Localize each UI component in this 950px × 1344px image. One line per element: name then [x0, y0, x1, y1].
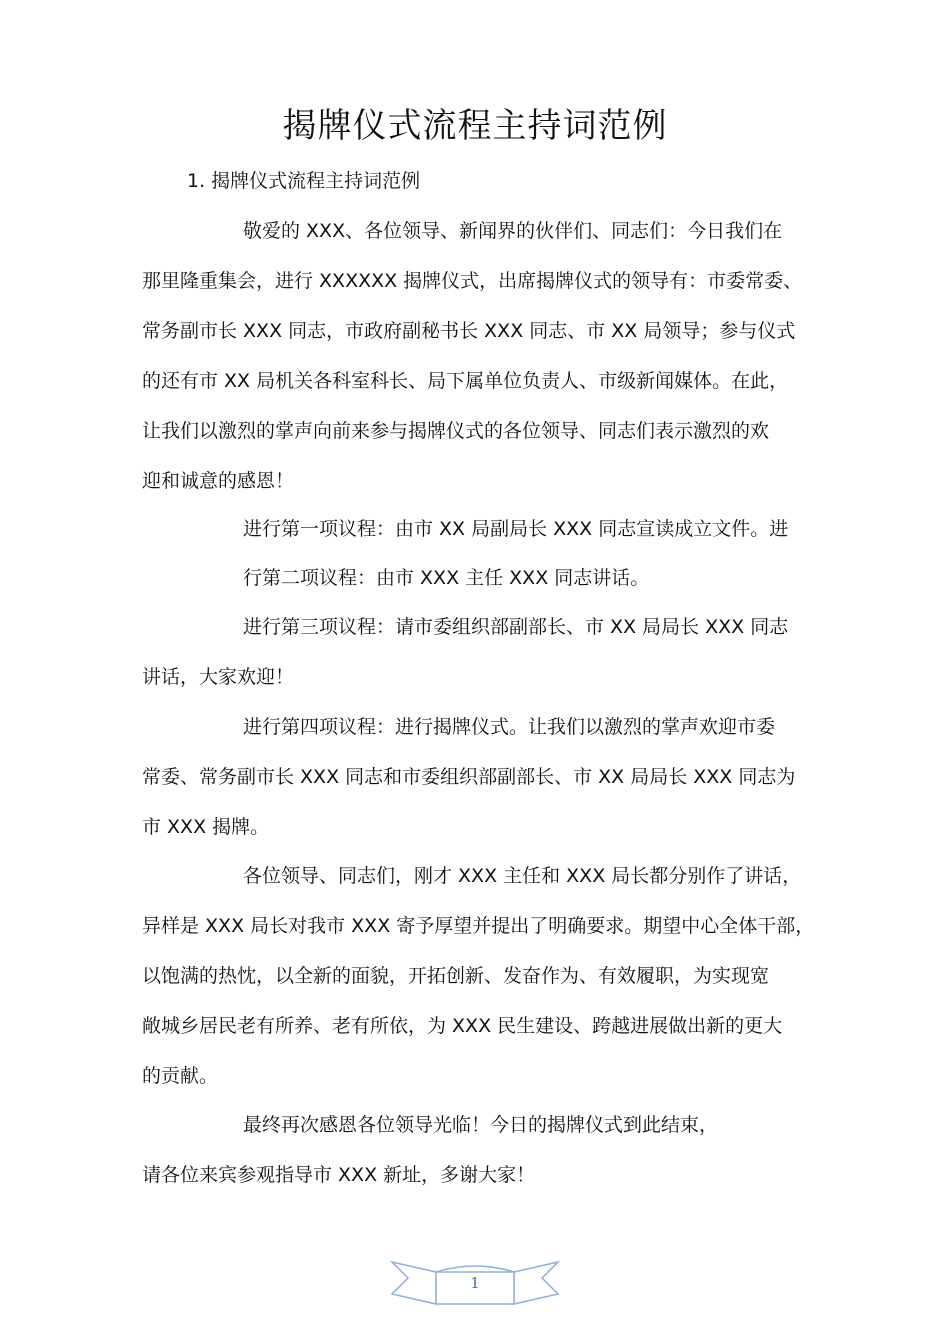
paragraph-line: 的还有市 XX 局机关各科室科长、局下属单位负责人、市级新闻媒体。在此， [142, 370, 789, 392]
paragraph-line: 市 XXX 揭牌。 [142, 816, 270, 838]
paragraph-line: 行第二项议程：由市 XXX 主任 XXX 同志讲话。 [243, 567, 650, 589]
paragraph-line: 敞城乡居民老有所养、老有所依，为 XXX 民生建设、跨越进展做出新的更大 [142, 1015, 783, 1037]
paragraph-line: 常委、常务副市长 XXX 同志和市委组织部副部长、市 XX 局局长 XXX 同志为 [142, 766, 796, 788]
page-number: 1 [470, 1274, 480, 1292]
page-footer [390, 1258, 560, 1308]
paragraph-line: 各位领导、同志们，刚才 XXX 主任和 XXX 局长都分别作了讲话， [243, 865, 802, 887]
paragraph-line: 让我们以激烈的掌声向前来参与揭牌仪式的各位领导、同志们表示激烈的欢 [142, 420, 770, 442]
paragraph-line: 常务副市长 XXX 同志，市政府副秘书长 XXX 同志、市 XX 局领导；参与仪式 [142, 320, 796, 342]
paragraph-line: 的贡献。 [142, 1065, 219, 1087]
paragraph-line: 那里隆重集会，进行 XXXXXX 揭牌仪式，出席揭牌仪式的领导有：市委常委、 [142, 270, 803, 292]
paragraph-line: 最终再次感恩各位领导光临！今日的揭牌仪式到此结束， [243, 1114, 719, 1136]
paragraph-line: 以饱满的热忱，以全新的面貌，开拓创新、发奋作为、有效履职，为实现宽 [142, 965, 770, 987]
paragraph-line: 请各位来宾参观指导市 XXX 新址，多谢大家！ [142, 1164, 536, 1186]
paragraph-line: 敬爱的 XXX、各位领导、新闻界的伙伴们、同志们：今日我们在 [243, 220, 783, 242]
paragraph-line: 进行第四项议程：进行揭牌仪式。让我们以激烈的掌声欢迎市委 [243, 716, 776, 738]
paragraph-line: 进行第一项议程：由市 XX 局副局长 XXX 同志宣读成立文件。进 [243, 518, 789, 540]
paragraph-line: 进行第三项议程：请市委组织部副部长、市 XX 局局长 XXX 同志 [243, 616, 789, 638]
section-heading: 1. 揭牌仪式流程主持词范例 [187, 170, 421, 192]
document-title: 揭牌仪式流程主持词范例 [282, 106, 668, 146]
paragraph-line: 讲话，大家欢迎！ [142, 666, 295, 688]
paragraph-line: 异样是 XXX 局长对我市 XXX 寄予厚望并提出了明确要求。期望中心全体干部， [142, 915, 815, 937]
paragraph-line: 迎和诚意的感恩！ [142, 470, 295, 492]
